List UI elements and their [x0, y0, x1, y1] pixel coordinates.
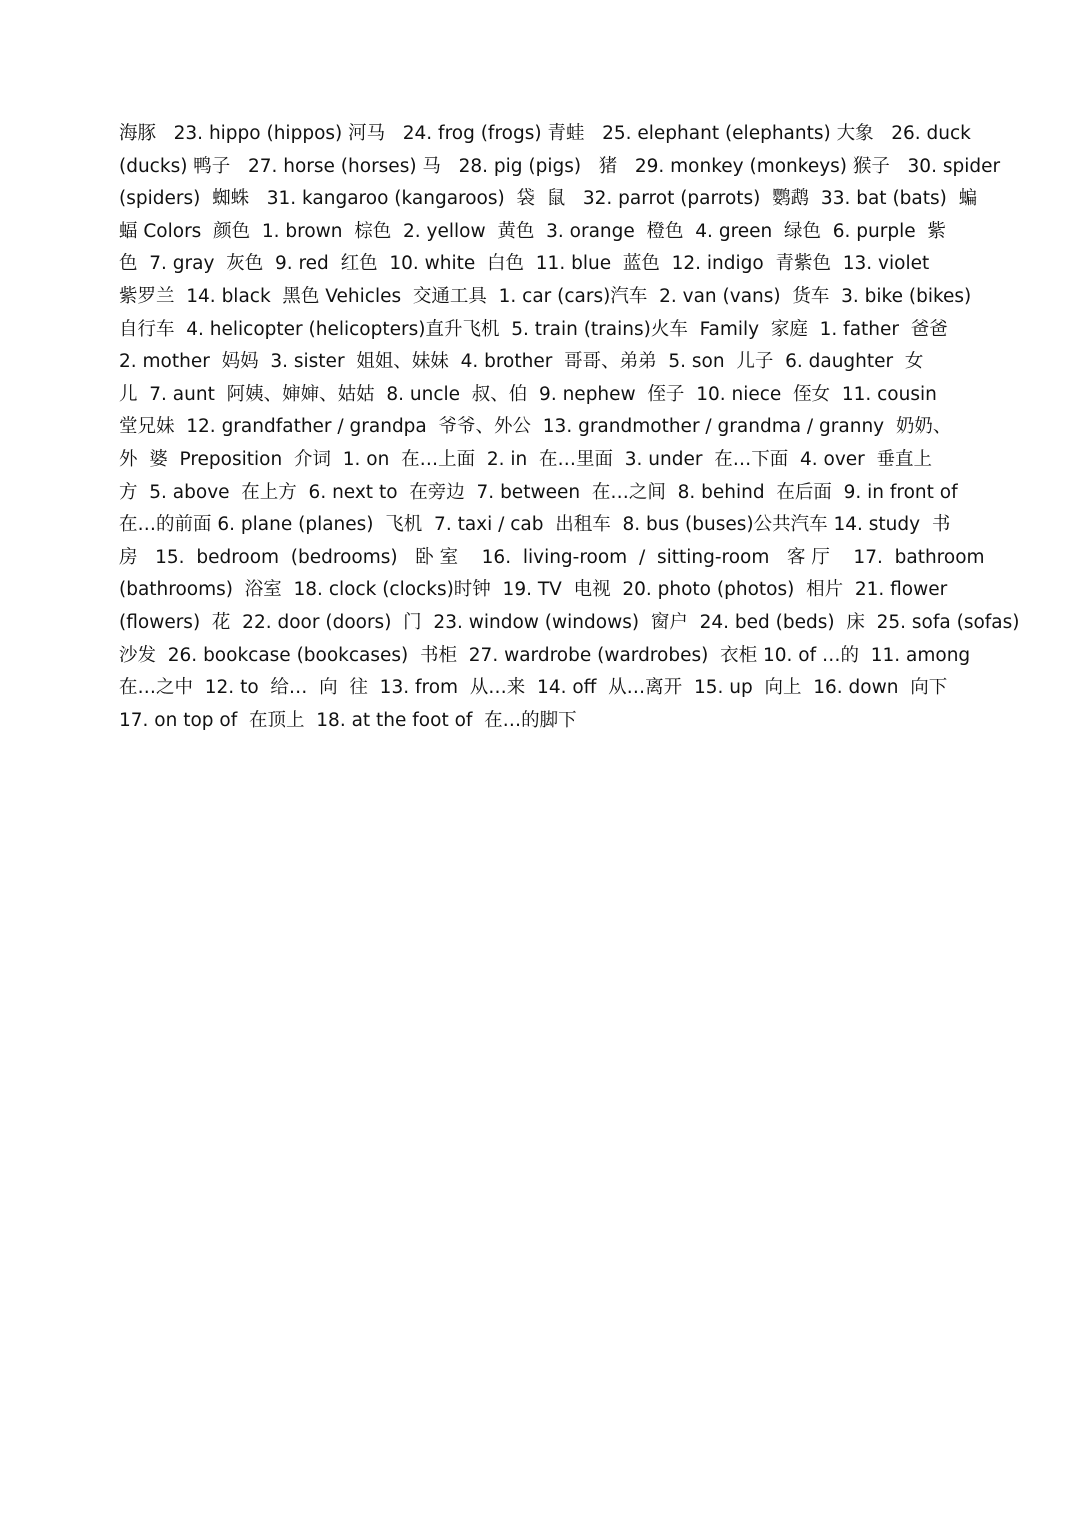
- text-line: 外 婆 Preposition 介词 1. on 在…上面 2. in 在…里面 3. under 在…下面 4. over 垂直上: [119, 448, 933, 470]
- text-line: (ducks) 鸭子 27. horse (horses) 马 28. pig (pigs) 猪 29. monkey (monkeys) 猴子 30. spider: [119, 155, 1001, 177]
- text-line: 儿 7. aunt 阿姨、婶婶、姑姑 8. uncle 叔、伯 9. nephew 侄子 10. niece 侄女 11. cousin: [119, 383, 937, 405]
- text-line: 自行车 4. helicopter (helicopters)直升飞机 5. train (trains)火车 Family 家庭 1. father 爸爸: [119, 318, 948, 340]
- text-line: 海豚 23. hippo (hippos) 河马 24. frog (frogs) 青蛙 25. elephant (elephants) 大象 26. duck: [119, 123, 971, 144]
- text-line: 紫罗兰 14. black 黑色 Vehicles 交通工具 1. car (cars)汽车 2. van (vans) 货车 3. bike (bikes): [119, 285, 972, 307]
- text-line: 在…之中 12. to 给… 向 往 13. from 从…来 14. off 从…离开 15. up 向上 16. down 向下: [119, 677, 948, 699]
- text-line: (spiders) 蜘蛛 31. kangaroo (kangaroos) 袋 鼠 32. parrot (parrots) 鹦鹉 33. bat (bats) 蝙: [119, 188, 978, 210]
- text-line: 17. on top of 在顶上 18. at the foot of 在…的脚下: [119, 709, 577, 731]
- text-line: 方 5. above 在上方 6. next to 在旁边 7. between 在…之间 8. behind 在后面 9. in front of: [119, 481, 958, 503]
- text-line: (flowers) 花 22. door (doors) 门 23. window (windows) 窗户 24. bed (beds) 床 25. sofa (sofas): [119, 611, 1020, 633]
- text-line: (bathrooms) 浴室 18. clock (clocks)时钟 19. TV 电视 20. photo (photos) 相片 21. flower: [119, 579, 948, 601]
- text-line: 2. mother 妈妈 3. sister 姐姐、妹妹 4. brother 哥哥、弟弟 5. son 儿子 6. daughter 女: [119, 351, 924, 373]
- text-line: 房 15. bedroom (bedrooms) 卧 室 16. living-room / sitting-room 客 厅 17. bathroom: [119, 546, 985, 568]
- text-line: 在…的前面 6. plane (planes) 飞机 7. taxi / cab 出租车 8. bus (buses)公共汽车 14. study 书: [119, 514, 951, 536]
- vocabulary-text: [119, 118, 1019, 737]
- text-line: 色 7. gray 灰色 9. red 红色 10. white 白色 11. blue 蓝色 12. indigo 青紫色 13. violet: [119, 253, 930, 275]
- text-line: 堂兄妹 12. grandfather / grandpa 爷爷、外公 13. grandmother / grandma / granny 奶奶、: [119, 416, 952, 438]
- text-line: 蝠 Colors 颜色 1. brown 棕色 2. yellow 黄色 3. orange 橙色 4. green 绿色 6. purple 紫: [119, 220, 946, 242]
- text-line: 沙发 26. bookcase (bookcases) 书柜 27. wardrobe (wardrobes) 衣柜 10. of …的 11. among: [119, 644, 971, 666]
